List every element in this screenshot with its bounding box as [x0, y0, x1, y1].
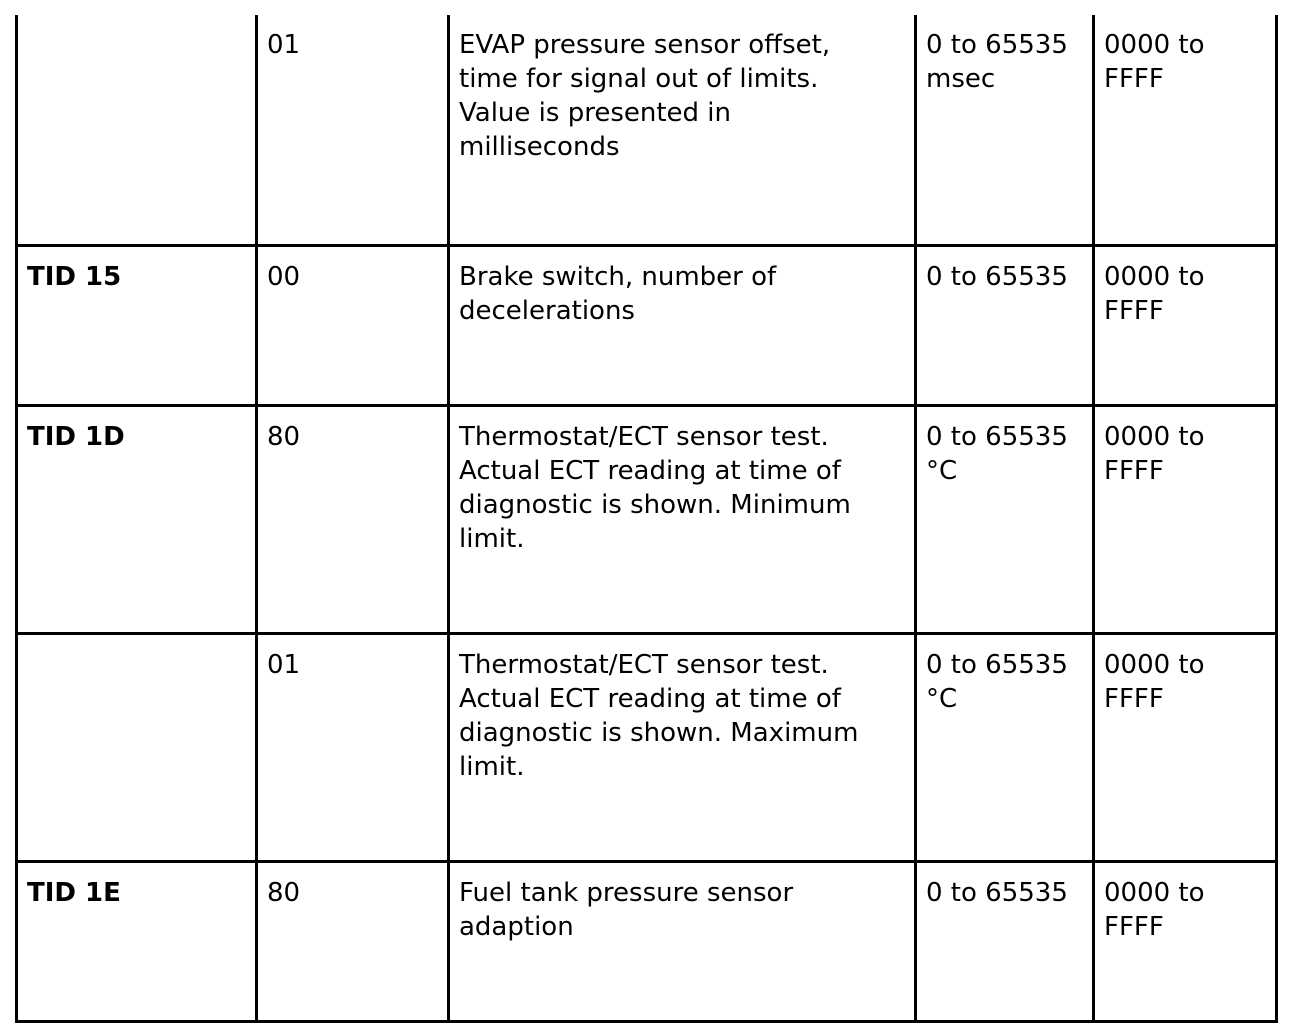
tid-cell [17, 245, 257, 405]
range-cell [916, 633, 1094, 861]
hex-cell [1094, 633, 1277, 861]
tid-cell [17, 633, 257, 861]
range-value: 0 to 65535 [926, 261, 1068, 292]
document-table-container [15, 15, 1275, 1023]
hex-cell [1094, 405, 1277, 633]
hex-cell [1094, 15, 1277, 245]
hex-range-value: 0000 to FFFF [1104, 649, 1205, 714]
tid-label: TID 1E [27, 877, 121, 908]
tid-cell [17, 15, 257, 245]
tid-cell [17, 861, 257, 1021]
code-value: 01 [267, 30, 301, 60]
code-value: 80 [267, 877, 301, 908]
code-cell [257, 15, 449, 245]
table-row [17, 15, 1277, 245]
hex-range-value: 0000 to FFFF [1104, 877, 1205, 942]
description-text: Thermostat/ECT sensor test. Actual ECT reading at time of diagnostic is shown. Maximum limit. [459, 649, 859, 782]
hex-cell [1094, 861, 1277, 1021]
range-cell [916, 861, 1094, 1021]
description-text: Brake switch, number of decelerations [459, 261, 777, 326]
range-value: 0 to 65535 °C [926, 649, 1068, 714]
description-text: Fuel tank pressure sensor adaption [459, 877, 794, 942]
table-row [17, 405, 1277, 633]
code-value: 80 [267, 421, 301, 452]
hex-range-value: 0000 to FFFF [1104, 261, 1205, 326]
range-cell [916, 405, 1094, 633]
hex-cell [1094, 245, 1277, 405]
table-row [17, 245, 1277, 405]
description-text: EVAP pressure sensor offset, time for signal out of limits. Value is presented in milliseconds [459, 30, 831, 162]
description-text: Thermostat/ECT sensor test. Actual ECT reading at time of diagnostic is shown. Minimum limit. [459, 421, 851, 554]
description-cell [449, 861, 916, 1021]
code-cell [257, 245, 449, 405]
hex-range-value: 0000 to FFFF [1104, 421, 1205, 486]
range-cell [916, 15, 1094, 245]
description-cell [449, 405, 916, 633]
code-cell [257, 405, 449, 633]
description-cell [449, 633, 916, 861]
code-cell [257, 633, 449, 861]
code-value: 01 [267, 649, 301, 680]
range-cell [916, 245, 1094, 405]
range-value: 0 to 65535 [926, 877, 1068, 908]
table-row [17, 861, 1277, 1021]
description-cell [449, 245, 916, 405]
table-row [17, 633, 1277, 861]
range-value: 0 to 65535 msec [926, 30, 1068, 94]
code-cell [257, 861, 449, 1021]
range-value: 0 to 65535 °C [926, 421, 1068, 486]
hex-range-value: 0000 to FFFF [1104, 30, 1205, 94]
tid-table [15, 15, 1278, 1023]
code-value: 00 [267, 261, 301, 292]
tid-label: TID 15 [27, 261, 122, 292]
description-cell [449, 15, 916, 245]
tid-label: TID 1D [27, 421, 125, 452]
tid-cell [17, 405, 257, 633]
